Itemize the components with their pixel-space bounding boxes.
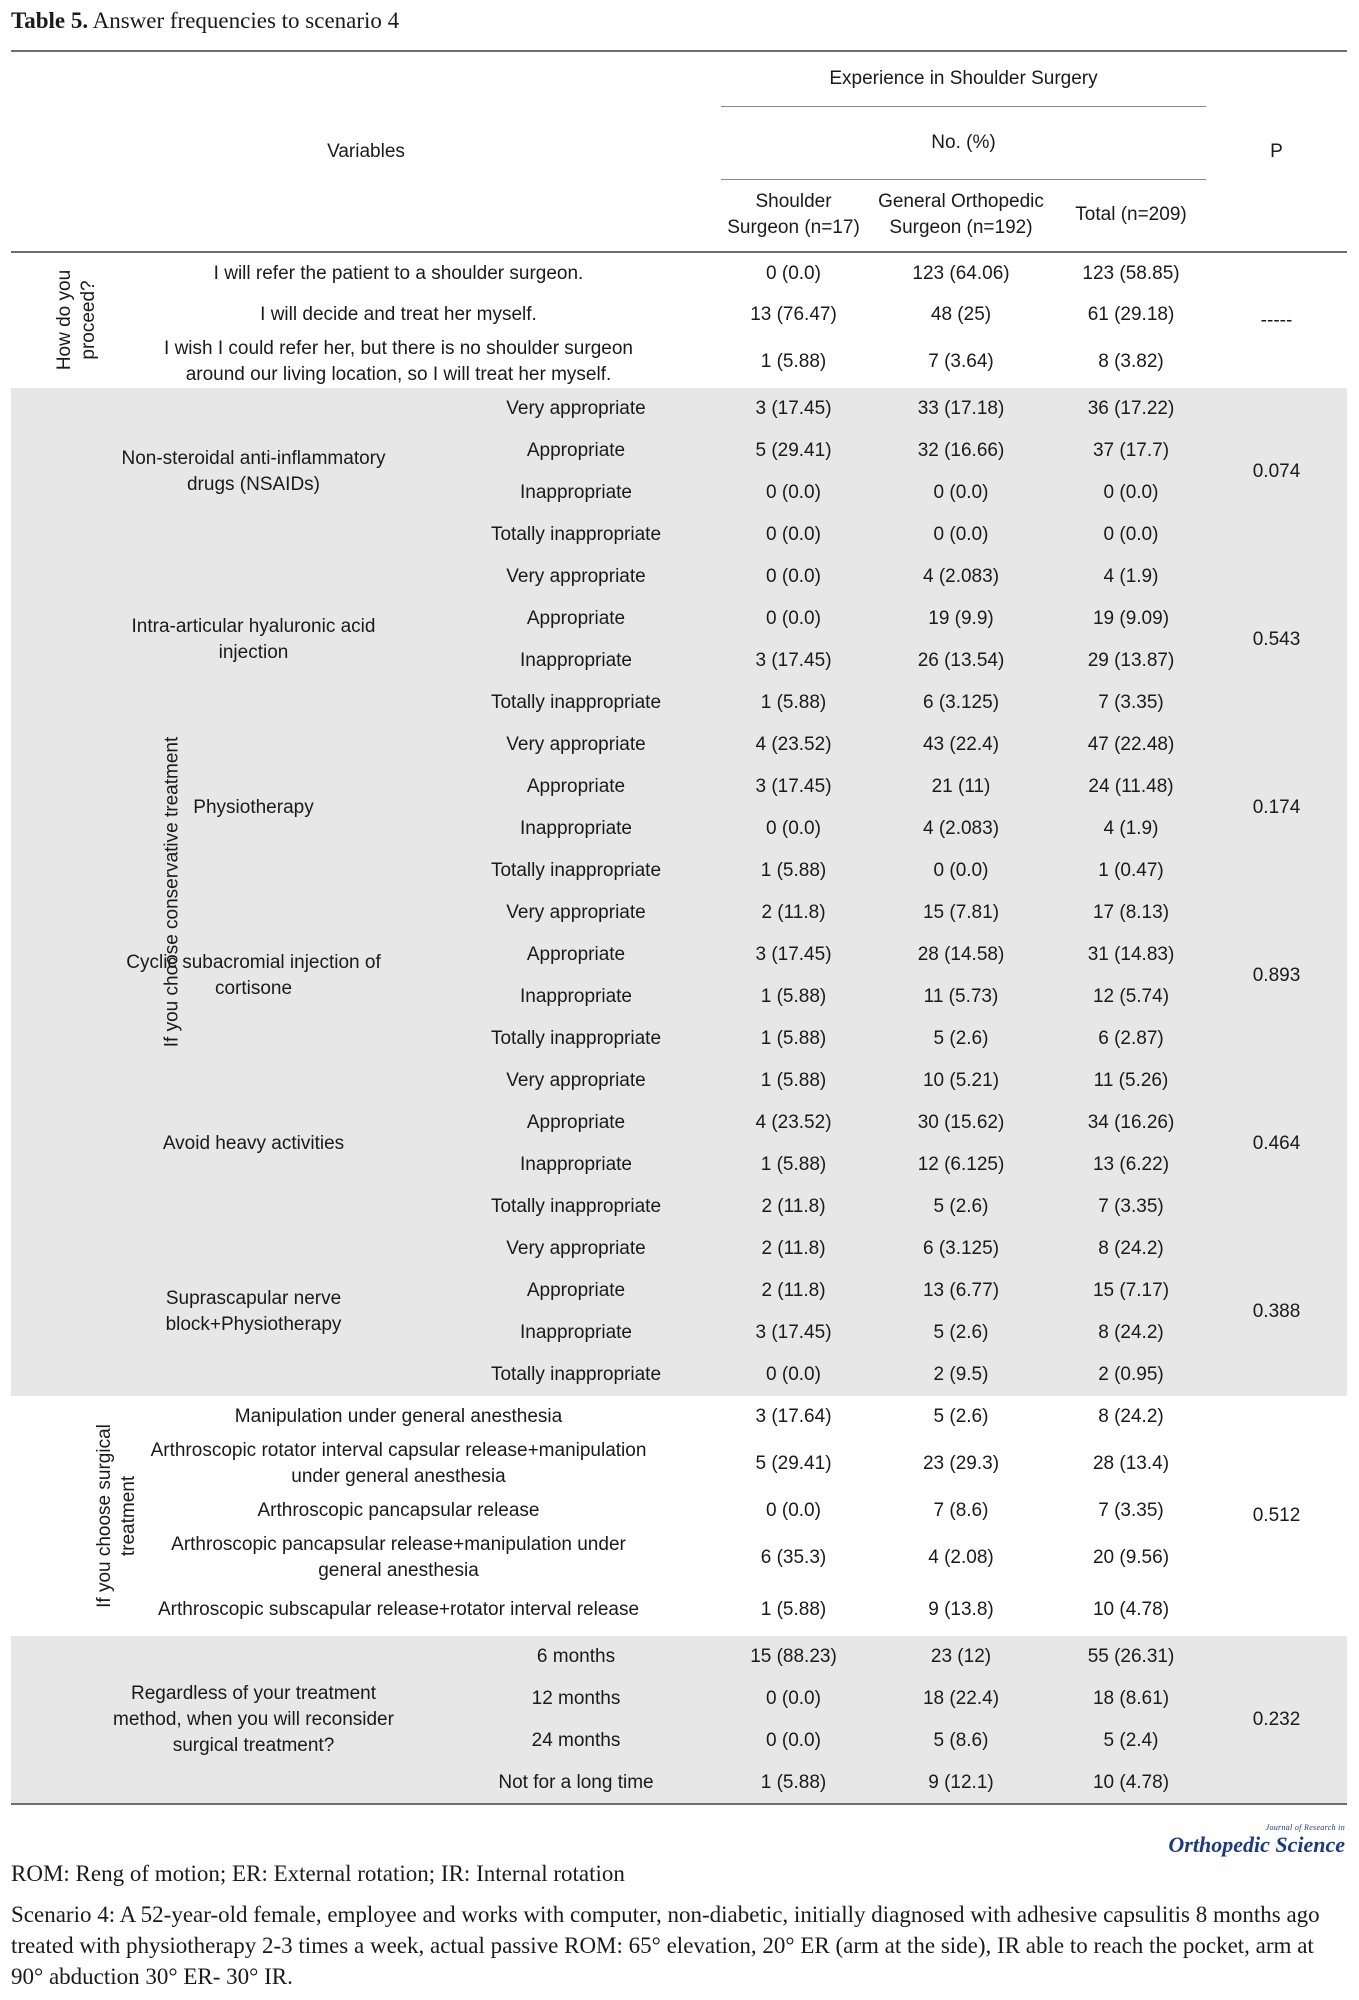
option-label: Inappropriate bbox=[520, 482, 632, 503]
cell-general: 15 (7.81) bbox=[922, 902, 1000, 923]
option-label: Very appropriate bbox=[506, 566, 646, 587]
cell-total: 31 (14.83) bbox=[1087, 944, 1175, 965]
cell-shoulder: 2 (11.8) bbox=[761, 902, 826, 923]
group-label-cell bbox=[11, 388, 183, 1396]
cell-shoulder: 1 (5.88) bbox=[760, 1771, 827, 1793]
cell-shoulder: 4 (23.52) bbox=[755, 1112, 832, 1133]
cell-shoulder: 1 (5.88) bbox=[760, 692, 827, 713]
option-label: I wish I could refer her, but there is no shoulder surgeon around our living location, so I will treat her myself. bbox=[164, 338, 633, 385]
cell-total: 61 (29.18) bbox=[1087, 304, 1175, 325]
option-label: Totally inappropriate bbox=[490, 1028, 662, 1049]
journal-logo bbox=[1168, 1823, 1345, 1858]
scenario-note: Scenario 4: A 52-year-old female, employee and works with computer, non-diabetic, initially diagnosed with adhesive capsulitis 8 months ago treated with physiotherapy 2-3 times a week, actual passive ROM: 65° elevation, 20° ER (arm at the side), IR able to reach the pocket, arm at 90° abduction 30° ER- 30° IR. bbox=[11, 1902, 1320, 1989]
cell-shoulder: 0 (0.0) bbox=[766, 524, 821, 545]
option-label: Appropriate bbox=[526, 776, 626, 797]
cell-general: 13 (6.77) bbox=[922, 1280, 1000, 1301]
cell-general: 7 (8.6) bbox=[933, 1500, 989, 1521]
group-label: How do you proceed? bbox=[54, 269, 99, 371]
table-row bbox=[11, 1438, 1347, 1490]
option-label: Totally inappropriate bbox=[490, 860, 662, 881]
cell-general: 0 (0.0) bbox=[933, 860, 989, 881]
option-label: Inappropriate bbox=[520, 1322, 632, 1343]
cell-shoulder: 1 (5.88) bbox=[760, 1028, 827, 1049]
option-label: I will decide and treat her myself. bbox=[260, 304, 537, 325]
option-label: Arthroscopic pancapsular release bbox=[257, 1500, 540, 1521]
abbreviations-note: ROM: Reng of motion; ER: External rotation; IR: Internal rotation bbox=[11, 1861, 625, 1886]
table-row bbox=[11, 1060, 1347, 1102]
variables-header: Variables bbox=[11, 51, 721, 252]
cell-total: 17 (8.13) bbox=[1092, 902, 1170, 923]
cell-general: 32 (16.66) bbox=[917, 440, 1005, 461]
cell-shoulder: 1 (5.88) bbox=[760, 860, 827, 881]
cell-total: 4 (1.9) bbox=[1103, 566, 1159, 587]
variable-label: Cyclic subacromial injection of cortisone bbox=[126, 952, 381, 999]
cell-total: 7 (3.35) bbox=[1098, 1196, 1164, 1217]
cell-general: 21 (11) bbox=[931, 776, 991, 797]
cell-shoulder: 2 (11.8) bbox=[761, 1280, 826, 1301]
cell-general: 0 (0.0) bbox=[933, 524, 989, 545]
table-row bbox=[11, 1396, 1347, 1438]
cell-shoulder: 5 (29.41) bbox=[755, 440, 832, 461]
cell-shoulder: 0 (0.0) bbox=[766, 482, 821, 503]
cell-shoulder: 3 (17.45) bbox=[755, 398, 832, 419]
cell-total: 6 (2.87) bbox=[1098, 1028, 1164, 1049]
cell-shoulder: 15 (88.23) bbox=[750, 1646, 837, 1667]
cell-total: 19 (9.09) bbox=[1092, 608, 1170, 629]
option-label: Very appropriate bbox=[506, 398, 646, 419]
option-label: Appropriate bbox=[526, 944, 626, 965]
option-label: Arthroscopic subscapular release+rotator interval release bbox=[157, 1599, 640, 1620]
table-row bbox=[11, 892, 1347, 934]
option-label: Very appropriate bbox=[506, 902, 646, 923]
option-label: Inappropriate bbox=[520, 986, 632, 1007]
cell-shoulder: 0 (0.0) bbox=[766, 1364, 821, 1385]
cell-total: 7 (3.35) bbox=[1098, 1500, 1164, 1521]
variable-label: Avoid heavy activities bbox=[162, 1133, 345, 1154]
no-pct-header: No. (%) bbox=[721, 106, 1206, 179]
col-general-surgeon: General Orthopedic Surgeon (n=192) bbox=[878, 191, 1044, 239]
col-total: Total (n=209) bbox=[1075, 204, 1187, 226]
cell-general: 10 (5.21) bbox=[922, 1070, 1000, 1091]
variable-label: Physiotherapy bbox=[193, 797, 314, 818]
cell-total: 8 (24.2) bbox=[1098, 1406, 1164, 1427]
cell-total: 18 (8.61) bbox=[1092, 1688, 1170, 1709]
option-label: 12 months bbox=[531, 1688, 621, 1709]
group-label: If you choose conservative treatment bbox=[161, 736, 183, 1048]
cell-general: 5 (2.6) bbox=[933, 1028, 989, 1049]
experience-header: Experience in Shoulder Surgery bbox=[721, 51, 1206, 106]
cell-shoulder: 3 (17.45) bbox=[755, 1322, 832, 1343]
option-label: Not for a long time bbox=[498, 1771, 654, 1793]
cell-total: 7 (3.35) bbox=[1098, 692, 1164, 713]
variable-label: Intra-articular hyaluronic acid injection bbox=[131, 616, 376, 663]
cell-shoulder: 1 (5.88) bbox=[760, 1154, 827, 1175]
option-label: Very appropriate bbox=[506, 1238, 646, 1259]
cell-shoulder: 5 (29.41) bbox=[755, 1453, 832, 1474]
cell-general: 0 (0.0) bbox=[933, 482, 989, 503]
cell-total: 29 (13.87) bbox=[1087, 650, 1175, 671]
cell-total: 10 (4.78) bbox=[1092, 1771, 1170, 1793]
journal-logo-small: Journal of Research in bbox=[1265, 1823, 1345, 1832]
table-row bbox=[11, 556, 1347, 598]
cell-shoulder: 1 (5.88) bbox=[760, 986, 827, 1007]
cell-shoulder: 0 (0.0) bbox=[766, 1730, 821, 1751]
option-label: Arthroscopic rotator interval capsular release+manipulation under general anesthesia bbox=[150, 1440, 647, 1487]
variable-label: Suprascapular nerve block+Physiotherapy bbox=[165, 1288, 342, 1335]
cell-shoulder: 1 (5.88) bbox=[760, 1070, 827, 1091]
option-label: Manipulation under general anesthesia bbox=[234, 1406, 563, 1427]
option-label: Appropriate bbox=[526, 1280, 626, 1301]
cell-total: 15 (7.17) bbox=[1092, 1280, 1170, 1301]
p-value: ----- bbox=[1260, 309, 1293, 331]
cell-general: 4 (2.083) bbox=[922, 818, 1000, 839]
cell-general: 30 (15.62) bbox=[917, 1112, 1005, 1133]
cell-total: 8 (24.2) bbox=[1098, 1322, 1164, 1343]
cell-general: 6 (3.125) bbox=[922, 1238, 1000, 1259]
cell-shoulder: 1 (5.88) bbox=[760, 1599, 827, 1620]
table-row bbox=[11, 1228, 1347, 1270]
table-row bbox=[11, 252, 1347, 294]
cell-shoulder: 3 (17.64) bbox=[755, 1406, 832, 1427]
cell-general: 4 (2.083) bbox=[922, 566, 1000, 587]
p-value: 0.388 bbox=[1252, 1301, 1301, 1322]
table-notes bbox=[11, 1858, 1347, 2000]
cell-shoulder: 3 (17.45) bbox=[755, 650, 832, 671]
group-label-cell bbox=[11, 1396, 139, 1636]
cell-general: 48 (25) bbox=[930, 304, 992, 325]
group-label-cell bbox=[11, 1636, 76, 1804]
table-header bbox=[11, 51, 1347, 252]
option-label: Totally inappropriate bbox=[490, 692, 662, 713]
cell-total: 36 (17.22) bbox=[1087, 398, 1175, 419]
cell-shoulder: 0 (0.0) bbox=[766, 1500, 821, 1521]
cell-general: 4 (2.08) bbox=[928, 1547, 994, 1568]
cell-total: 37 (17.7) bbox=[1092, 440, 1170, 461]
table-caption bbox=[11, 8, 399, 34]
results-table bbox=[11, 50, 1347, 1805]
cell-general: 2 (9.5) bbox=[933, 1364, 989, 1385]
p-value: 0.512 bbox=[1252, 1505, 1301, 1526]
cell-total: 28 (13.4) bbox=[1092, 1453, 1170, 1474]
p-value: 0.074 bbox=[1252, 461, 1301, 482]
option-label: I will refer the patient to a shoulder surgeon. bbox=[213, 262, 584, 284]
cell-shoulder: 0 (0.0) bbox=[766, 608, 821, 629]
cell-shoulder: 2 (11.8) bbox=[761, 1196, 826, 1217]
cell-general: 6 (3.125) bbox=[922, 692, 1000, 713]
table-row bbox=[11, 294, 1347, 336]
cell-shoulder: 13 (76.47) bbox=[750, 304, 837, 325]
cell-general: 11 (5.73) bbox=[923, 986, 999, 1007]
cell-shoulder: 3 (17.45) bbox=[755, 944, 832, 965]
option-label: 24 months bbox=[531, 1730, 621, 1751]
cell-general: 18 (22.4) bbox=[922, 1688, 1000, 1709]
cell-shoulder: 4 (23.52) bbox=[755, 734, 832, 755]
option-label: Appropriate bbox=[526, 608, 626, 629]
cell-total: 13 (6.22) bbox=[1092, 1154, 1170, 1175]
cell-general: 123 (64.06) bbox=[912, 262, 1010, 284]
p-value: 0.543 bbox=[1252, 629, 1301, 650]
cell-general: 9 (12.1) bbox=[928, 1771, 994, 1793]
cell-total: 8 (24.2) bbox=[1098, 1238, 1164, 1259]
option-label: Totally inappropriate bbox=[490, 1196, 662, 1217]
cell-general: 23 (12) bbox=[930, 1646, 992, 1667]
option-label: Arthroscopic pancapsular release+manipulation under general anesthesia bbox=[171, 1534, 626, 1581]
table-title: Answer frequencies to scenario 4 bbox=[92, 8, 400, 33]
cell-total: 10 (4.78) bbox=[1092, 1599, 1170, 1620]
p-value: 0.893 bbox=[1252, 965, 1301, 986]
cell-general: 5 (2.6) bbox=[933, 1406, 989, 1427]
table-body bbox=[11, 252, 1347, 1804]
cell-total: 4 (1.9) bbox=[1103, 818, 1159, 839]
table-row bbox=[11, 724, 1347, 766]
cell-shoulder: 6 (35.3) bbox=[760, 1547, 827, 1568]
cell-general: 5 (2.6) bbox=[933, 1322, 989, 1343]
col-shoulder-surgeon: Shoulder Surgeon (n=17) bbox=[727, 191, 860, 239]
cell-general: 5 (8.6) bbox=[933, 1730, 989, 1751]
cell-total: 47 (22.48) bbox=[1087, 734, 1175, 755]
cell-shoulder: 0 (0.0) bbox=[766, 566, 821, 587]
option-label: Inappropriate bbox=[520, 818, 632, 839]
cell-general: 28 (14.58) bbox=[917, 944, 1005, 965]
option-label: Totally inappropriate bbox=[490, 1364, 662, 1385]
variable-label: Non-steroidal anti-inflammatory drugs (NSAIDs) bbox=[121, 448, 386, 495]
cell-shoulder: 1 (5.88) bbox=[760, 351, 827, 372]
option-label: Very appropriate bbox=[506, 1070, 646, 1091]
cell-total: 11 (5.26) bbox=[1093, 1070, 1169, 1091]
cell-total: 20 (9.56) bbox=[1092, 1547, 1170, 1568]
variable-label: Regardless of your treatment method, when you will reconsider surgical treatment? bbox=[113, 1682, 394, 1756]
cell-total: 0 (0.0) bbox=[1103, 524, 1159, 545]
cell-general: 12 (6.125) bbox=[917, 1154, 1005, 1175]
cell-general: 26 (13.54) bbox=[917, 650, 1005, 671]
cell-general: 23 (29.3) bbox=[922, 1453, 1000, 1474]
cell-total: 12 (5.74) bbox=[1092, 986, 1170, 1007]
cell-general: 5 (2.6) bbox=[933, 1196, 989, 1217]
group-label: If you choose surgical treatment bbox=[94, 1423, 139, 1608]
cell-shoulder: 3 (17.45) bbox=[755, 776, 832, 797]
cell-general: 7 (3.64) bbox=[928, 351, 994, 372]
table-row bbox=[11, 336, 1347, 388]
p-value: 0.464 bbox=[1252, 1133, 1301, 1154]
option-label: Inappropriate bbox=[520, 1154, 632, 1175]
table-row bbox=[11, 388, 1347, 430]
cell-total: 8 (3.82) bbox=[1098, 351, 1164, 372]
cell-general: 9 (13.8) bbox=[928, 1599, 994, 1620]
option-label: Appropriate bbox=[526, 1112, 626, 1133]
cell-total: 24 (11.48) bbox=[1088, 776, 1174, 797]
table-row bbox=[11, 1584, 1347, 1636]
table-row bbox=[11, 1636, 1347, 1678]
option-label: 6 months bbox=[536, 1646, 616, 1667]
option-label: Inappropriate bbox=[520, 650, 632, 671]
cell-total: 123 (58.85) bbox=[1082, 262, 1180, 284]
cell-general: 43 (22.4) bbox=[922, 734, 1000, 755]
p-value: 0.232 bbox=[1252, 1708, 1301, 1730]
cell-total: 5 (2.4) bbox=[1103, 1730, 1159, 1751]
table-row bbox=[11, 1490, 1347, 1532]
cell-total: 34 (16.26) bbox=[1087, 1112, 1175, 1133]
cell-total: 0 (0.0) bbox=[1103, 482, 1159, 503]
option-label: Totally inappropriate bbox=[490, 524, 662, 545]
p-header: P bbox=[1206, 51, 1347, 252]
cell-general: 19 (9.9) bbox=[928, 608, 994, 629]
p-value: 0.174 bbox=[1252, 797, 1301, 818]
cell-general: 33 (17.18) bbox=[917, 398, 1005, 419]
table-label: Table 5. bbox=[11, 8, 89, 33]
option-label: Very appropriate bbox=[506, 734, 646, 755]
cell-total: 55 (26.31) bbox=[1087, 1646, 1175, 1667]
table-row bbox=[11, 1532, 1347, 1584]
group-label-cell bbox=[11, 252, 99, 388]
option-label: Appropriate bbox=[526, 440, 626, 461]
cell-shoulder: 0 (0.0) bbox=[766, 1688, 821, 1709]
cell-shoulder: 2 (11.8) bbox=[761, 1238, 826, 1259]
cell-total: 1 (0.47) bbox=[1098, 860, 1164, 881]
cell-shoulder: 0 (0.0) bbox=[766, 818, 821, 839]
cell-shoulder: 0 (0.0) bbox=[766, 262, 821, 284]
cell-total: 2 (0.95) bbox=[1098, 1364, 1164, 1385]
journal-logo-title: Orthopedic Science bbox=[1168, 1832, 1345, 1857]
